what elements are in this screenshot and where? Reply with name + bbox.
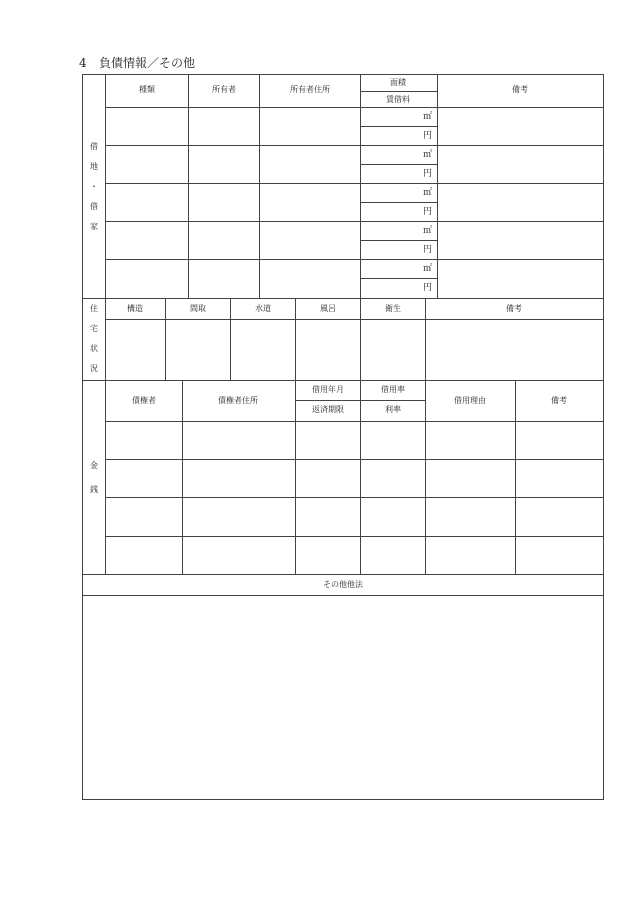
divider (425, 380, 426, 575)
area-unit: ㎡ (422, 150, 432, 160)
divider (105, 183, 603, 184)
other-section-title: その他他法 (323, 580, 363, 589)
lease-header-type: 種類 (139, 85, 155, 94)
divider (295, 400, 425, 401)
divider (360, 380, 361, 575)
divider (360, 126, 437, 127)
other-content-area[interactable] (86, 600, 600, 796)
lease-section-label-5: 家 (90, 222, 98, 231)
divider (360, 240, 437, 241)
divider (165, 298, 166, 380)
money-header-reason: 借用理由 (454, 396, 486, 405)
money-header-remarks: 備考 (551, 396, 567, 405)
divider (182, 380, 183, 575)
money-section-label-2: 銭 (90, 485, 98, 494)
divider (230, 298, 231, 380)
divider (105, 459, 603, 460)
lease-section-label-4: 借 (90, 202, 98, 211)
divider (105, 536, 603, 537)
area-unit: ㎡ (422, 226, 432, 236)
rent-unit: 円 (422, 245, 432, 255)
divider (82, 574, 604, 575)
money-header-interest-rate: 利率 (385, 405, 401, 414)
housing-header-layout: 間取 (190, 304, 206, 313)
divider (105, 497, 603, 498)
lease-header-owner-address: 所有者住所 (290, 85, 330, 94)
rent-unit: 円 (422, 283, 432, 293)
divider (360, 278, 437, 279)
money-header-creditor: 債権者 (132, 396, 156, 405)
divider (360, 164, 437, 165)
rent-unit: 円 (422, 131, 432, 141)
divider (360, 202, 437, 203)
money-header-borrow-date: 借用年月 (312, 385, 344, 394)
divider (105, 221, 603, 222)
money-header-borrow-rate: 借用率 (381, 385, 405, 394)
divider (295, 380, 296, 575)
lease-section-label-2: 地 (90, 162, 98, 171)
divider (105, 145, 603, 146)
divider (360, 91, 437, 92)
housing-header-remarks: 備考 (506, 304, 522, 313)
divider (82, 380, 604, 381)
section-title: 負債情報／その他 (99, 56, 196, 70)
divider (360, 298, 361, 380)
rent-unit: 円 (422, 169, 432, 179)
area-unit: ㎡ (422, 112, 432, 122)
housing-section-label-2: 宅 (90, 324, 98, 333)
divider (105, 107, 603, 108)
lease-header-rent: 賃借料 (386, 95, 410, 104)
divider (295, 298, 296, 380)
lease-section-label-3: ・ (90, 182, 98, 191)
area-unit: ㎡ (422, 264, 432, 274)
housing-header-sanitation: 衛生 (385, 304, 401, 313)
lease-section-label-1: 借 (90, 142, 98, 151)
lease-header-remarks: 備考 (512, 85, 528, 94)
housing-section-label-3: 状 (90, 344, 98, 353)
money-header-repay-deadline: 返済期限 (312, 405, 344, 414)
money-section-label-1: 金 (90, 461, 98, 470)
divider (105, 74, 106, 574)
lease-header-area: 面積 (390, 78, 406, 87)
housing-header-structure: 構造 (127, 304, 143, 313)
section-heading (79, 55, 195, 71)
divider (82, 595, 604, 596)
housing-header-water: 水道 (255, 304, 271, 313)
section-number: 4 (79, 56, 87, 70)
divider (515, 380, 516, 575)
rent-unit: 円 (422, 207, 432, 217)
divider (105, 319, 603, 320)
divider (425, 298, 426, 380)
divider (82, 298, 604, 299)
area-unit: ㎡ (422, 188, 432, 198)
money-header-creditor-address: 債権者住所 (218, 396, 258, 405)
divider (105, 259, 603, 260)
housing-section-label-1: 住 (90, 304, 98, 313)
housing-header-bath: 風呂 (320, 304, 336, 313)
divider (105, 421, 603, 422)
housing-section-label-4: 況 (90, 364, 98, 373)
lease-header-owner: 所有者 (212, 85, 236, 94)
